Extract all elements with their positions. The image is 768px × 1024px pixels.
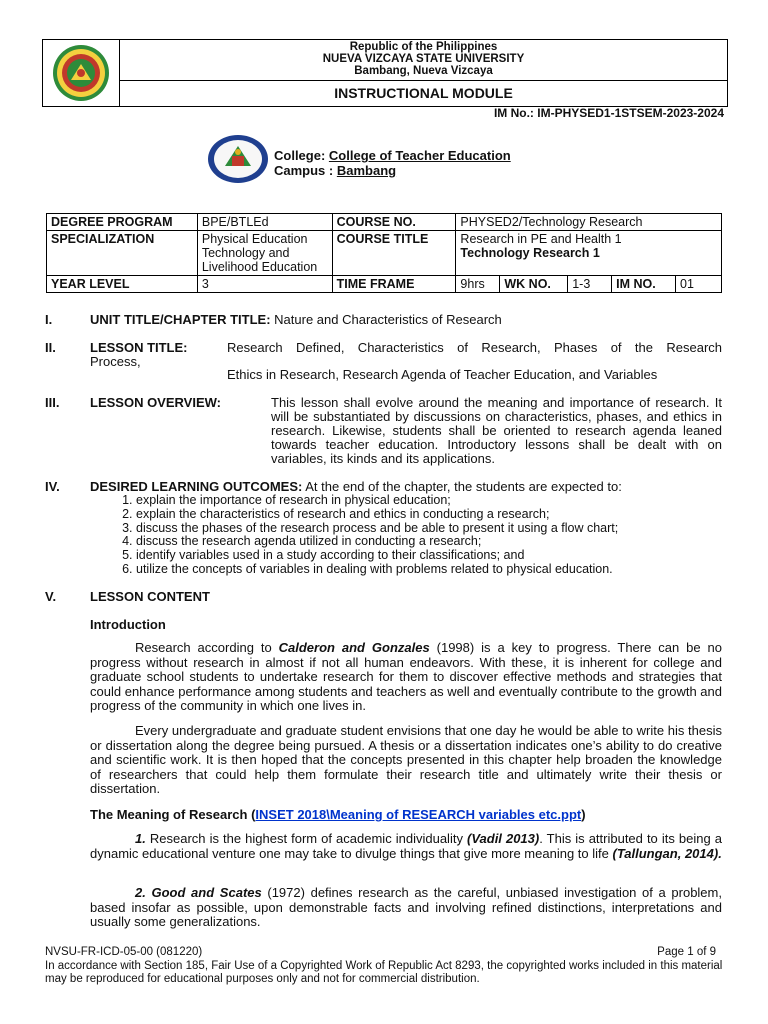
college-label: College: <box>274 148 329 163</box>
year-level-label: YEAR LEVEL <box>47 276 198 293</box>
section-2-label: LESSON TITLE: <box>90 340 188 355</box>
meaning-heading-close: ) <box>581 807 586 822</box>
course-title-line-2: Technology Research 1 <box>460 246 600 260</box>
form-code: NVSU-FR-ICD-05-00 (081220) <box>45 946 203 958</box>
time-frame-label: TIME FRAME <box>332 276 456 293</box>
section-3-text: This lesson shall evolve around the meaning and importance of research. It will be substantiated by discussions on characteristics, phases, and ethics in research. Likewise, students shall be oriented to research agenda leaned towards teacher education. Introductory lessons shall be dealt with on variables, its kinds and its applications. <box>271 395 722 466</box>
intro-paragraph-2: Every undergraduate and graduate student envisions that one day he would be able to write his thesis or dissertation along the degree being pursued. A thesis or a dissertation indicates one’s ability to do creative and scientific work. It is then hoped that the concepts presented in this chapter help broaden the knowledge of researchers that could help them formulate their research title and ultimately write their thesis or dissertation. <box>90 723 722 796</box>
definition-2-text: (1972) defines research as the careful, unbiased investigation of a problem, based insofar as possible, upon demonstrable facts and involving refined distinctions, interpretations and usually some generalizations. <box>90 885 722 929</box>
definition-1-cite: (Vadil 2013) <box>467 831 540 846</box>
list-item: 6. utilize the concepts of variables in dealing with problems related to physical education. <box>136 563 738 577</box>
time-frame-value: 9hrs <box>456 276 500 293</box>
list-item: 4. discuss the research agenda utilized in conducting a research; <box>136 535 738 549</box>
course-title-label: COURSE TITLE <box>332 231 456 276</box>
intro-paragraph-1 <box>90 641 722 714</box>
definition-2 <box>90 886 722 930</box>
im-no-label: IM NO. <box>612 276 676 293</box>
introduction-heading: Introduction <box>90 617 166 632</box>
list-item: 5. identify variables used in a study according to their classifications; and <box>136 549 738 563</box>
course-title-line-1: Research in PE and Health 1 <box>460 232 622 246</box>
definition-1-cite-2: (Tallungan, 2014). <box>612 845 722 861</box>
p1-text-a: Research according to <box>135 640 279 655</box>
meaning-heading <box>90 808 586 823</box>
im-no-value: 01 <box>676 276 722 293</box>
university-location: Bambang, Nueva Vizcaya <box>354 65 493 77</box>
year-level-value: 3 <box>197 276 332 293</box>
section-5-label: LESSON CONTENT <box>90 589 210 604</box>
university-seal-cell <box>43 40 120 106</box>
list-item: 1. explain the importance of research in physical education; <box>136 494 738 508</box>
college-info <box>274 148 511 178</box>
college-seal-icon <box>205 134 271 184</box>
list-item: 2. explain the characteristics of research and ethics in conducting a research; <box>136 508 738 522</box>
definition-2-authors: 2. Good and Scates <box>135 885 262 900</box>
specialization-value: Physical Education Technology and Livelihood Education <box>197 231 332 276</box>
definition-1-text-b: . This is attributed to its being a dynamic educational venture one may take to divulge things that give more meaning to life <box>90 831 722 861</box>
meaning-ppt-link[interactable]: INSET 2018\Meaning of RESEARCH variables etc.ppt <box>255 807 582 822</box>
section-1-text: Nature and Characteristics of Research <box>274 312 502 327</box>
definition-1 <box>90 832 722 861</box>
section-1-number: I. <box>45 312 53 327</box>
header-university-cell <box>120 40 727 81</box>
section-2-text-b: Process, <box>90 354 141 369</box>
list-item: 3. discuss the phases of the research process and be able to present it using a flow chart; <box>136 522 738 536</box>
learning-outcomes-list <box>118 494 738 577</box>
definition-1-text-a: Research is the highest form of academic individuality <box>145 831 467 846</box>
p1-text-b: (1998) is a key to progress. There can be no progress without research in almost if not all human endeavors. With these, it is inherent for college and graduate school students to undertake research for them to discover effective methods and strategies that could enhance performance among students and teachers as well and eventually contribute to the growth and progress of the community in which one lives in. <box>90 640 722 713</box>
section-2-text-a: Research Defined, Characteristics of Research, Phases of the Research <box>227 340 722 355</box>
module-title: INSTRUCTIONAL MODULE <box>334 85 513 101</box>
campus-label: Campus : <box>274 163 337 178</box>
course-title-value <box>456 231 722 276</box>
table-row <box>47 231 722 276</box>
section-4-label: DESIRED LEARNING OUTCOMES: <box>90 479 303 494</box>
table-row <box>47 214 722 231</box>
wk-no-value: 1-3 <box>568 276 612 293</box>
section-1-label: UNIT TITLE/CHAPTER TITLE: <box>90 312 271 327</box>
definition-1-number: 1. <box>135 831 146 846</box>
page-number: Page 1 of 9 <box>657 946 716 958</box>
p1-authors: Calderon and Gonzales <box>278 640 430 655</box>
section-1 <box>90 313 502 328</box>
republic-text: Republic of the Philippines <box>349 41 498 53</box>
copyright-notice: In accordance with Section 185, Fair Use of a Copyrighted Work of Republic Act 8293, the copyrighted works included in this material may be reproduced for educational purposes only and not for commercial distribution. <box>45 960 723 985</box>
course-info-table <box>46 213 722 293</box>
section-4-number: IV. <box>45 479 60 494</box>
im-number: IM No.: IM-PHYSED1-1STSEM-2023-2024 <box>493 106 724 120</box>
degree-program-value: BPE/BTLEd <box>197 214 332 231</box>
document-header <box>42 39 728 107</box>
university-seal-icon <box>43 40 119 106</box>
section-2-number: II. <box>45 340 56 355</box>
section-3-label: LESSON OVERVIEW: <box>90 395 221 410</box>
section-4-intro: At the end of the chapter, the students are expected to: <box>305 479 622 494</box>
section-2-text-c: Ethics in Research, Research Agenda of Teacher Education, and Variables <box>227 367 658 382</box>
course-no-value: PHYSED2/Technology Research <box>456 214 722 231</box>
wk-no-label: WK NO. <box>500 276 568 293</box>
degree-program-label: DEGREE PROGRAM <box>47 214 198 231</box>
section-3-number: III. <box>45 395 60 410</box>
specialization-label: SPECIALIZATION <box>47 231 198 276</box>
college-value: College of Teacher Education <box>328 148 511 163</box>
section-5-number: V. <box>45 589 57 604</box>
course-no-label: COURSE NO. <box>332 214 456 231</box>
university-name: NUEVA VIZCAYA STATE UNIVERSITY <box>322 53 525 65</box>
table-row <box>47 276 722 293</box>
campus-value: Bambang <box>336 163 397 178</box>
meaning-heading-text: The Meaning of Research ( <box>90 807 256 822</box>
